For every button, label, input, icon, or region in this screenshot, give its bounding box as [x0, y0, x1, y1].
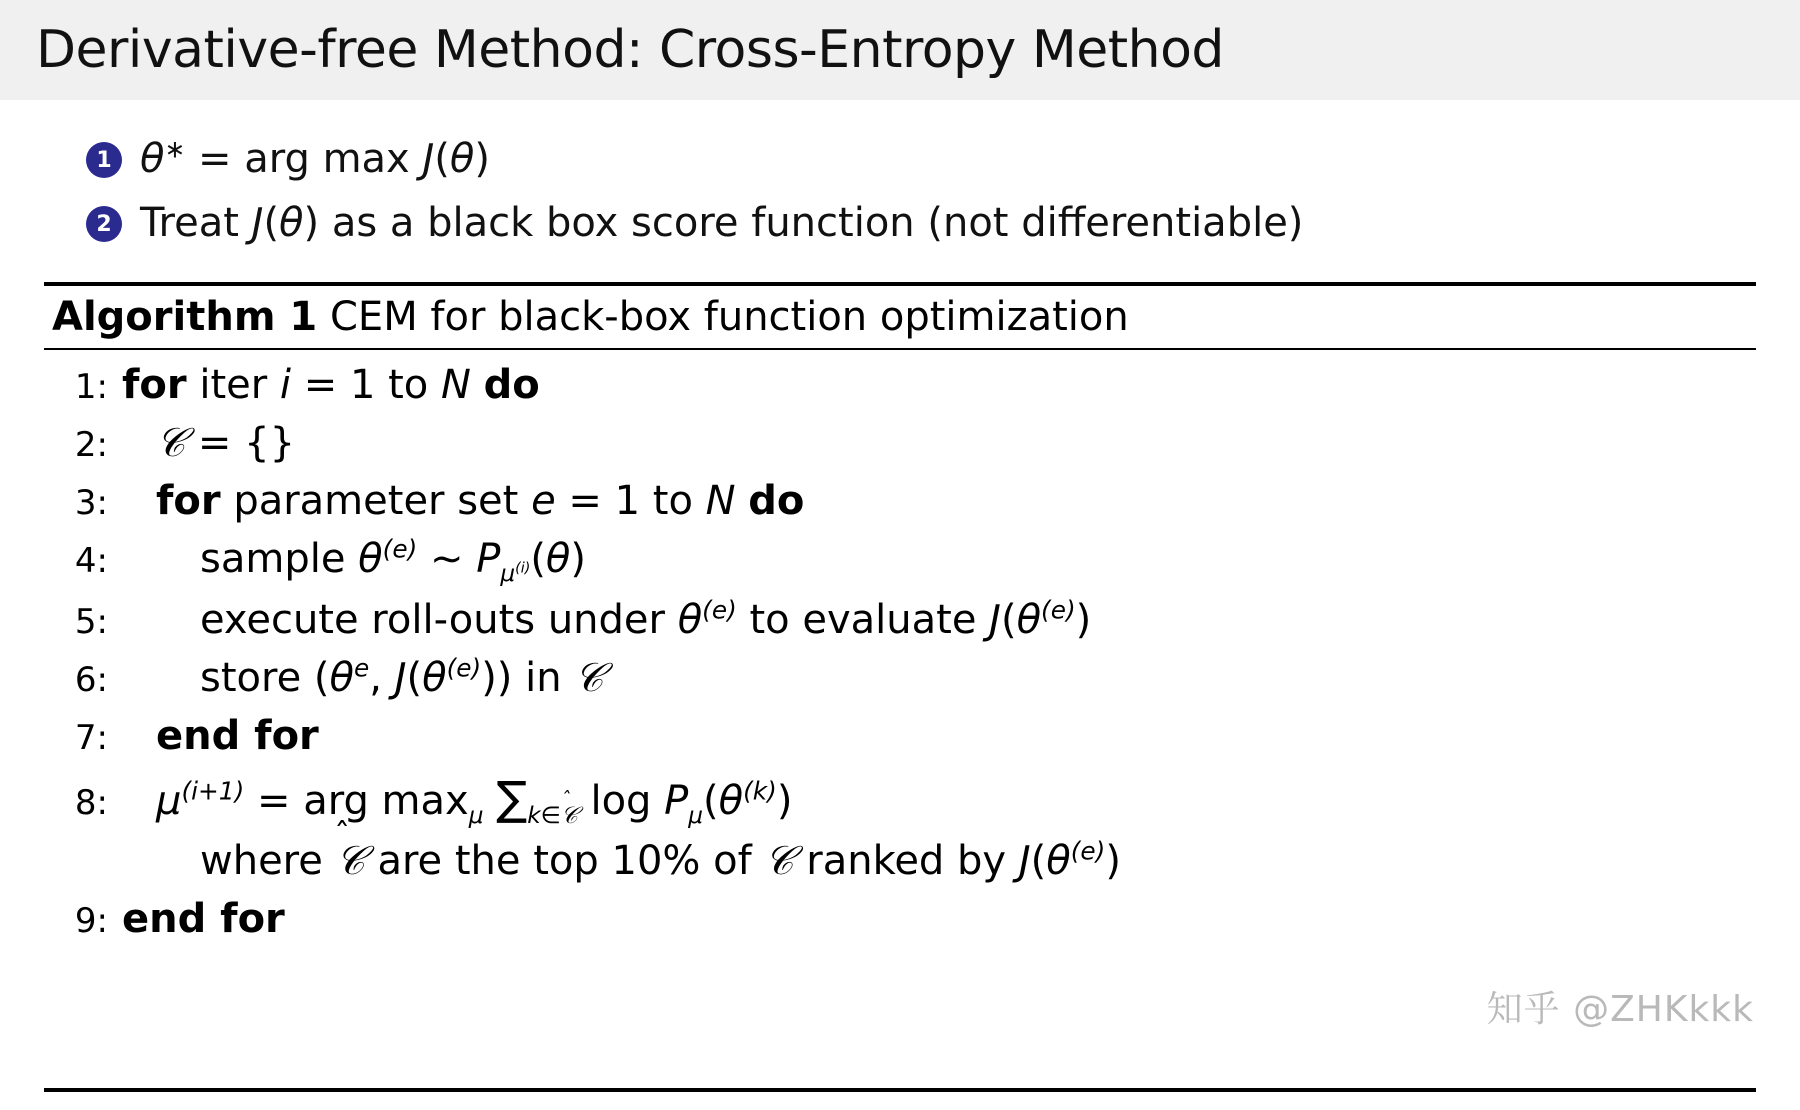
algorithm-line [44, 890, 1756, 948]
page-title: Derivative-free Method: Cross-Entropy Method [36, 20, 1224, 80]
line-number: 4: [74, 541, 108, 581]
line-content: end for [122, 896, 285, 943]
algorithm-line [44, 472, 1756, 530]
algorithm-caption-text: CEM for black-box function optimization [329, 294, 1129, 340]
line-number: 2: [74, 425, 108, 465]
watermark-label: 知乎 @ZHKkkk [1486, 989, 1754, 1030]
algorithm-caption-label: Algorithm 1 [52, 294, 318, 340]
algorithm-line [44, 356, 1756, 414]
bullet-marker-1: 1 [86, 142, 122, 178]
line-content: store ($\theta^e$, $J(\theta^{(e)})$) in 𝒞 [200, 653, 604, 701]
algorithm-line [44, 765, 1756, 833]
line-content: where 𝒞 are the top 10% of 𝒞 ranked by $J(\theta^{(e)})$ [200, 836, 1121, 885]
line-content: $\mu^{(i+1)}$ = arg $\max_\mu \sum_{k\in 𝒞}$ $\log P_\mu(\theta^{(k)})$ [156, 770, 793, 829]
list-item [86, 198, 1800, 248]
line-content: end for [156, 712, 319, 759]
line-number: 3: [74, 483, 108, 523]
algorithm-bottom-rule [44, 1088, 1756, 1092]
algorithm-line [44, 591, 1756, 649]
algorithm-line [44, 832, 1756, 890]
line-number: 9: [74, 901, 108, 942]
line-number: 1: [74, 367, 108, 407]
line-number: 8: [74, 782, 108, 823]
list-item [86, 134, 1800, 184]
algorithm-line [44, 530, 1756, 591]
slide-title-bar [0, 0, 1800, 100]
line-content: execute roll-outs under $\theta^{(e)}$ to evaluate $J(\theta^{(e)})$ [200, 595, 1092, 643]
line-number: 5: [74, 601, 108, 642]
bullet-text-2: Treat J(θ) as a black box score function (not differentiable) [140, 200, 1304, 246]
algorithm-line [44, 649, 1756, 707]
line-number: 6: [74, 659, 108, 700]
line-content: for iter i = 1 to N do [122, 362, 540, 408]
bullet-marker-2: 2 [86, 206, 122, 242]
algorithm-body [44, 350, 1756, 948]
line-number: 7: [74, 717, 108, 758]
algorithm-block [44, 282, 1756, 948]
algorithm-line [44, 414, 1756, 472]
bullet-text-1: θ∗ = arg max J(θ) [140, 134, 490, 182]
line-content: 𝒞 = {} [156, 420, 296, 466]
algorithm-line [44, 707, 1756, 765]
line-content: for parameter set e = 1 to N do [156, 478, 805, 524]
algorithm-caption [44, 286, 1756, 348]
bullet-list [0, 134, 1800, 248]
line-content: sample $\theta^{(e)}$ ∼ $P_{\mu^{(i)}}(\theta)$ [200, 534, 587, 587]
